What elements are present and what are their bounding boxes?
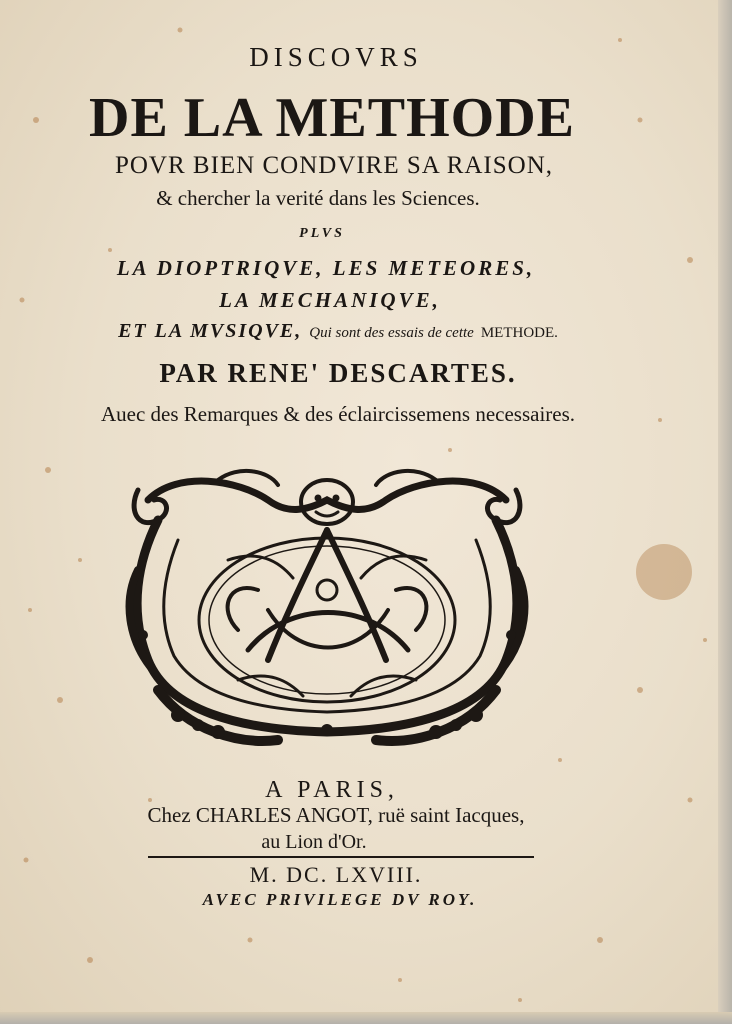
treatise-dioptrique-meteores: LA DIOPTRIQVE, LES METEORES, — [116, 256, 536, 280]
imprint-publisher: Chez CHARLES ANGOT, ruë saint Iacques, — [147, 803, 525, 827]
treatise-musique: ET LA MVSIQVE, — [118, 320, 303, 342]
remarks-line: Auec des Remarques & des éclaircissemens necessaires. — [100, 402, 576, 426]
essais-note: Qui sont des essais de cette — [309, 325, 474, 341]
imprint-city: A PARIS, — [265, 777, 399, 803]
subtitle-sciences: & chercher la verité dans les Sciences. — [156, 186, 480, 210]
imprint-sign: au Lion d'Or. — [261, 831, 367, 853]
treatise-mechanique: LA MECHANIQVE, — [219, 288, 441, 312]
page-edge-bottom — [0, 1012, 732, 1024]
printers-woodcut-cartouche — [118, 460, 536, 754]
title-discours: DISCOVRS — [249, 42, 423, 72]
methode-word: METHODE. — [480, 325, 558, 341]
page-edge-right — [718, 0, 732, 1024]
subtitle-raison: POVR BIEN CONDVIRE SA RAISON, — [114, 152, 554, 179]
heading-plus: PLVS — [299, 226, 345, 241]
imprint-privilege: AVEC PRIVILEGE DV ROY. — [202, 890, 478, 909]
author-line: PAR RENE' DESCARTES. — [159, 358, 517, 388]
imprint-year: M. DC. LXVIII. — [249, 862, 423, 887]
title-de-la-methode: DE LA METHODE — [89, 87, 575, 149]
treatise-musique-line — [0, 320, 704, 343]
imprint-rule — [148, 856, 534, 858]
